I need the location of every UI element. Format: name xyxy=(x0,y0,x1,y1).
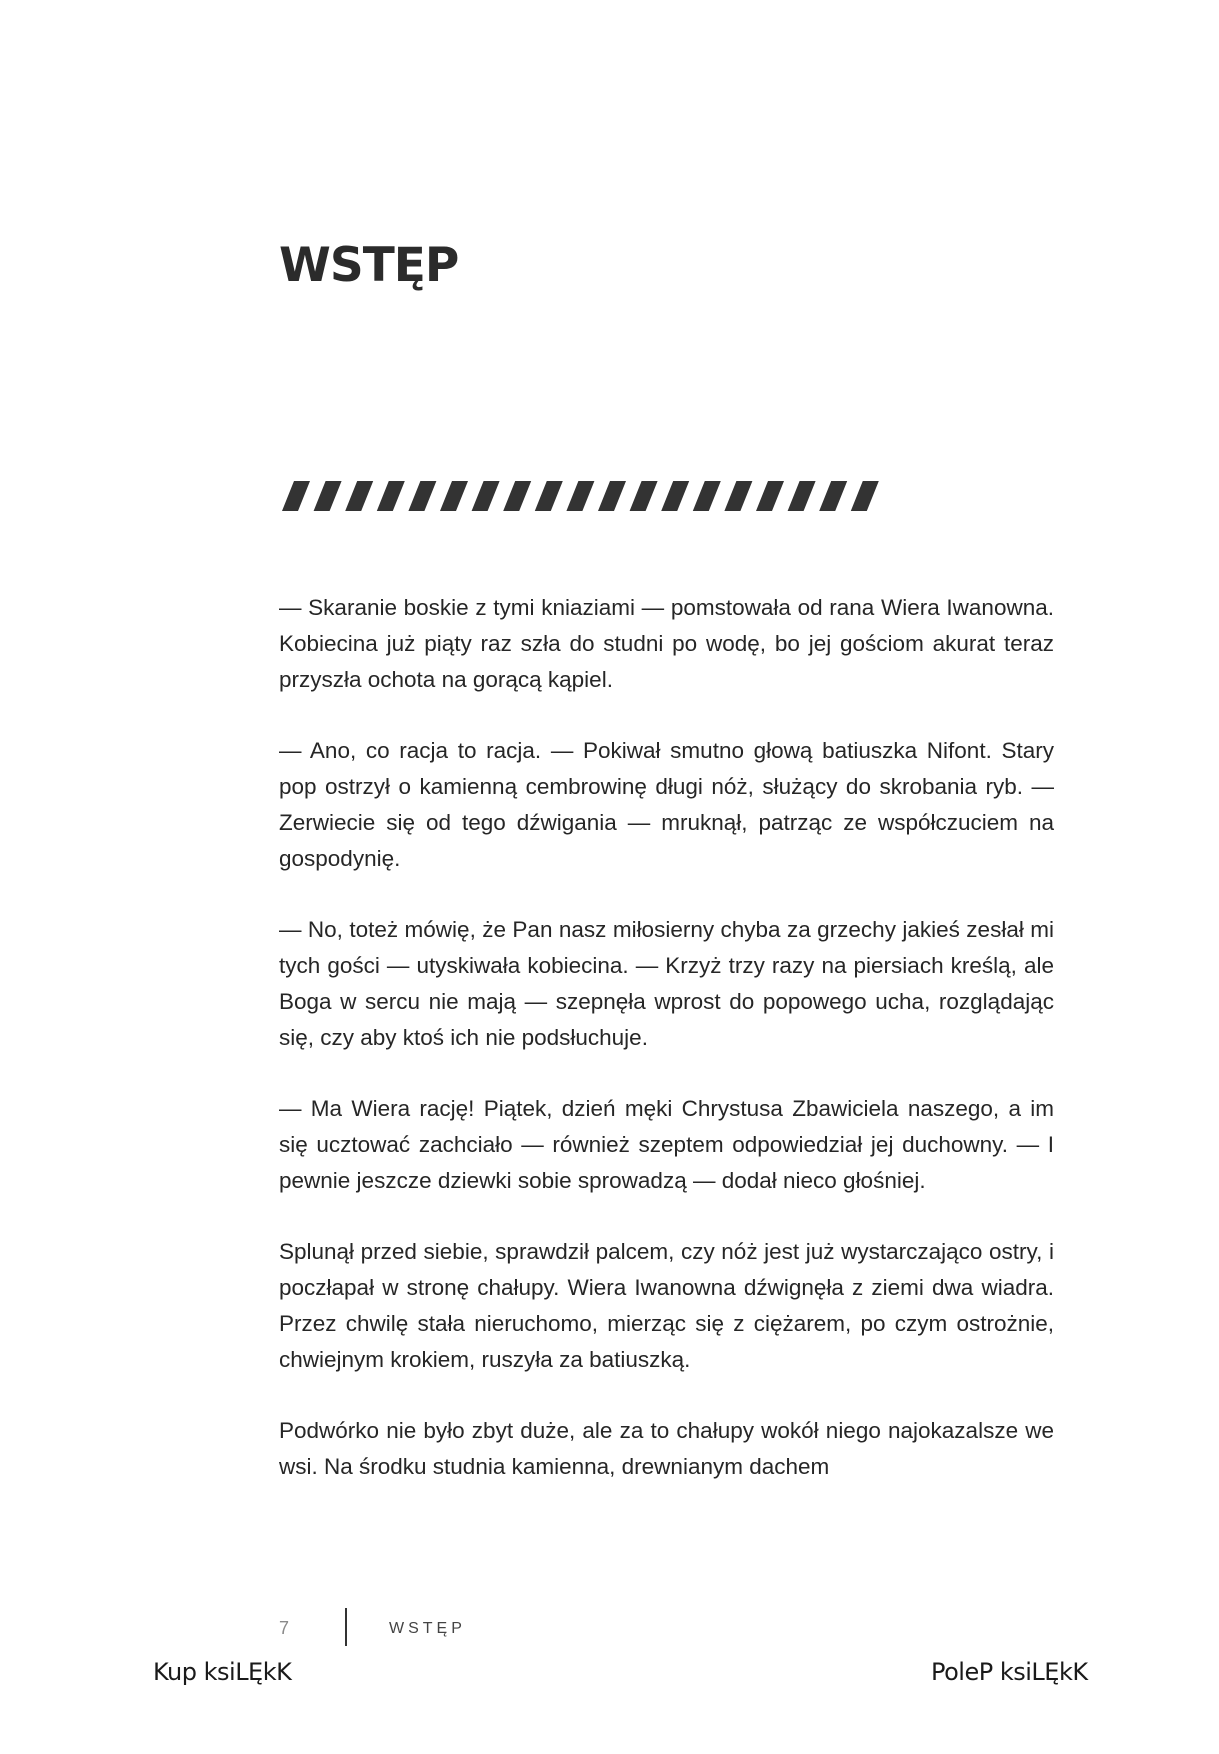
paragraph: — Skaranie boskie z tymi kniaziami — pomstowała od rana Wiera Iwanowna. Kobiecina już piąty raz szła do studni po wodę, bo jej gościom akurat teraz przyszła ochota na gorącą kąpiel. xyxy=(279,595,1054,692)
running-head: WSTĘP xyxy=(389,1620,466,1637)
stripe-bar xyxy=(535,481,563,511)
stripe-bar xyxy=(693,481,721,511)
stripe-bar xyxy=(819,481,847,511)
stripe-bar xyxy=(788,481,816,511)
paragraph: — No, toteż mówię, że Pan nasz miłosierny chyba za grzechy jakieś zesłał mi tych gości — utyskiwała kobiecina. — Krzyż trzy razy na piersiach kreślą, ale Boga w sercu nie mają — szepnęła wprost do popowego ucha, rozglądając się, czy aby ktoś ich nie podsłuchuje. xyxy=(279,917,1054,1050)
stripe-bar xyxy=(377,481,405,511)
buy-book-link[interactable]: Kup ksiLĘkK xyxy=(153,1658,292,1686)
stripe-bar xyxy=(440,481,468,511)
stripe-bar xyxy=(661,481,689,511)
stripe-bar xyxy=(345,481,373,511)
chapter-title: WSTĘP xyxy=(279,238,459,293)
paragraph: — Ma Wiera rację! Piątek, dzień męki Chrystusa Zbawiciela naszego, a im się ucztować zachciało — również szeptem odpowiedział jej duchowny. — I pewnie jeszcze dziewki sobie sprowadzą — dodał nieco głośniej. xyxy=(279,1096,1054,1193)
recommend-book-link[interactable]: PoleP ksiLĘkK xyxy=(931,1658,1088,1686)
stripe-bar xyxy=(472,481,500,511)
hazard-stripe-divider xyxy=(282,481,894,511)
stripe-bar xyxy=(282,481,310,511)
paragraph: — Ano, co racja to racja. — Pokiwał smutno głową batiuszka Nifont. Stary pop ostrzył o kamienną cembrowinę długi nóż, służący do skrobania ryb. — Zerwiecie się od tego dźwigania — mruknął, patrząc ze współczuciem na gospodynię. xyxy=(279,738,1054,871)
stripe-bar xyxy=(314,481,342,511)
body-text xyxy=(279,590,1054,1520)
stripe-bar xyxy=(598,481,626,511)
footer-divider xyxy=(345,1608,347,1646)
stripe-bar xyxy=(630,481,658,511)
stripe-bar xyxy=(408,481,436,511)
stripe-bar xyxy=(724,481,752,511)
stripe-bar xyxy=(756,481,784,511)
stripe-bar xyxy=(503,481,531,511)
paragraph: Podwórko nie było zbyt duże, ale za to chałupy wokół niego najokazalsze we wsi. Na środku studnia kamienna, drewnianym dachem xyxy=(279,1418,1054,1479)
paragraph: Splunął przed siebie, sprawdził palcem, czy nóż jest już wystarczająco ostry, i poczłapał w stronę chałupy. Wiera Iwanowna dźwignęła z ziemi dwa wiadra. Przez chwilę stała nieruchomo, mierząc się z ciężarem, po czym ostrożnie, chwiejnym krokiem, ruszyła za batiuszką. xyxy=(279,1239,1054,1372)
stripe-bar xyxy=(851,481,879,511)
page-number: 7 xyxy=(279,1618,290,1638)
stripe-bar xyxy=(566,481,594,511)
